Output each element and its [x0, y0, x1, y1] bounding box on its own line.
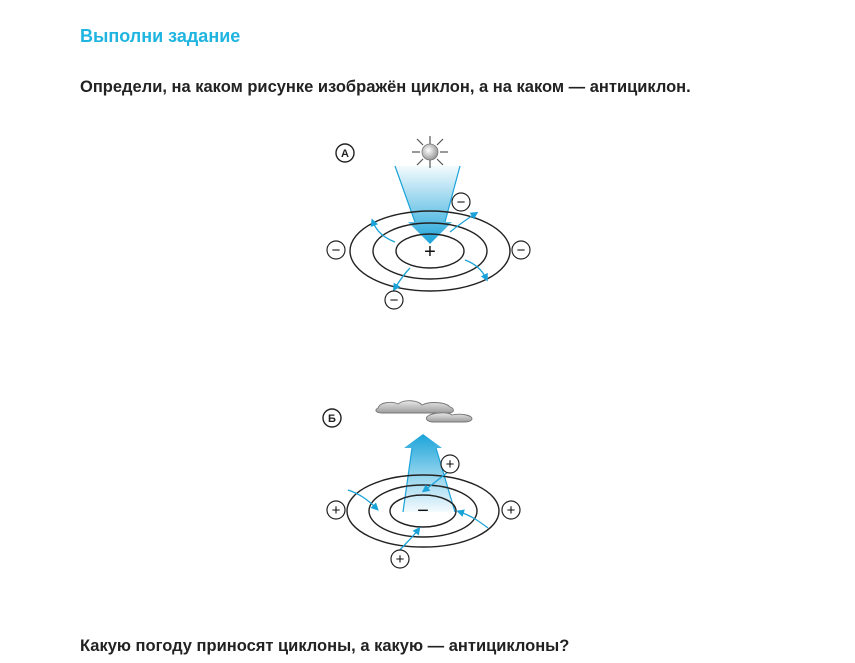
svg-text:+: +: [506, 502, 516, 519]
svg-text:−: −: [456, 194, 466, 211]
figure-b-diagram: [300, 390, 560, 580]
question-1: Определи, на каком рисунке изображён циклон, а на каком — антициклон.: [80, 78, 691, 96]
figure-a-diagram: [300, 122, 560, 322]
svg-text:А: А: [341, 148, 349, 160]
figure-b-label: [323, 409, 341, 427]
task-heading: Выполни задание: [80, 26, 241, 46]
svg-text:−: −: [516, 242, 526, 259]
pressure-sign-right: [502, 501, 520, 519]
svg-text:+: +: [395, 551, 405, 568]
svg-text:−: −: [389, 292, 399, 309]
question-2: Какую погоду приносят циклоны, а какую — антициклоны?: [80, 637, 570, 655]
svg-text:+: +: [445, 456, 455, 473]
svg-text:−: −: [331, 242, 341, 259]
sun-icon: [412, 136, 448, 168]
pressure-sign-bottom: [385, 291, 403, 309]
figure-a-label: [336, 144, 354, 162]
pressure-sign-left: [327, 501, 345, 519]
pressure-sign-left: [327, 241, 345, 259]
cloud-icon: [376, 401, 472, 422]
center-pressure-sign: −: [417, 500, 429, 522]
center-pressure-sign: +: [424, 241, 436, 263]
pressure-sign-bottom: [391, 550, 409, 568]
svg-text:Б: Б: [328, 413, 336, 425]
pressure-sign-top-right: [441, 455, 459, 473]
pressure-sign-right: [512, 241, 530, 259]
pressure-sign-top-right: [452, 193, 470, 211]
figure-b: [300, 390, 560, 580]
svg-text:+: +: [331, 502, 341, 519]
figure-a: [300, 122, 560, 322]
